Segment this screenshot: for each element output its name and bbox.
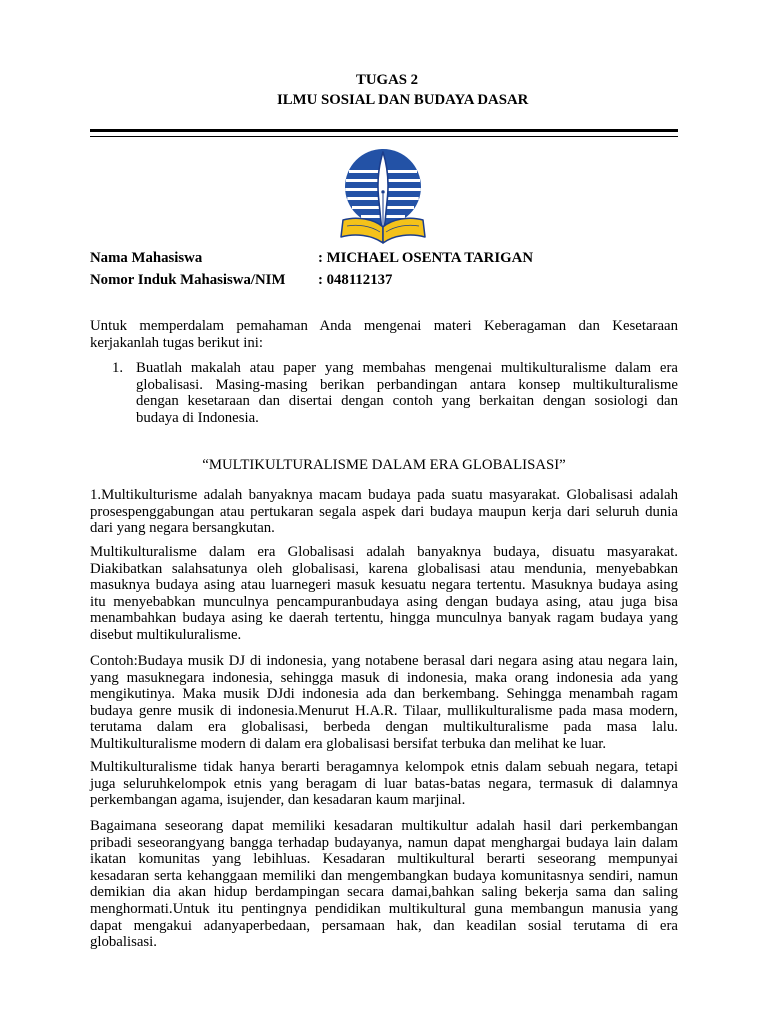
text-line: masuknya budaya asing atau luarnegeri masuk kesuatu negara tertentu. Masuknya budaya asing xyxy=(90,577,678,594)
essay-paragraph xyxy=(90,759,678,809)
text-line: dengan kesetaraan dan disertai dengan contoh yang berkaitan dengan sosiologi dan xyxy=(136,393,678,410)
task-text xyxy=(136,360,678,426)
student-name-row xyxy=(90,250,678,267)
text-line: disebut multikuluralisme. xyxy=(90,626,242,643)
text-line: budaya genre musik di indonesia.Menurut H.A.R. Tilaar, mullikulturalisme pada masa modern, xyxy=(90,702,678,719)
student-nim-value: : 048112137 xyxy=(318,272,393,288)
text-line: kerjakanlah tugas berikut ini: xyxy=(90,334,263,351)
text-line: Bagaimana seseorang dapat memiliki kesadaran multikultur adalah hasil dari perkembangan xyxy=(90,818,678,834)
text-line: mengikutinya. Maka musik DJdi indonesia ada dan berkembang. Sehingga menambah ragam xyxy=(90,686,678,703)
essay-title: “MULTIKULTURALISME DALAM ERA GLOBALISASI” xyxy=(202,457,566,473)
text-line: menghormati.Untuk itu pentingnya pendidikan multikultural guna membangun manusia yang xyxy=(90,900,678,917)
text-line: kesadaran serta kehanggaan memiliki dan mengembangkan budaya komunitasnya sendiri, namun xyxy=(90,867,678,884)
course-title: ILMU SOSIAL DAN BUDAYA DASAR xyxy=(277,92,529,108)
header-divider-thin xyxy=(90,136,678,137)
text-line: yang masuknegara indonesia, sehingga masuk di indonesia, maka orang indonesia ada yang xyxy=(90,669,678,686)
text-line: 1.Multikulturisme adalah banyaknya macam budaya pada suatu masyarakat. Globalisasi adalah xyxy=(90,487,678,503)
student-nim-row xyxy=(90,272,678,289)
text-line: pribadi seseorangyang bangga terhadap budayanya, namun dapat menghargai budaya lain dalam xyxy=(90,834,678,851)
essay-paragraph xyxy=(90,487,678,537)
text-line: Multikulturalisme tidak hanya berarti beragamnya kelompok etnis dalam sebuah negara, tetapi xyxy=(90,759,678,775)
essay-paragraph xyxy=(90,653,678,753)
text-line: Buatlah makalah atau paper yang membahas mengenai multikulturalisme dalam era xyxy=(136,360,678,376)
assignment-title: TUGAS 2 xyxy=(356,72,419,88)
student-nim-label: Nomor Induk Mahasiswa/NIM xyxy=(90,272,286,288)
text-line: budaya di Indonesia. xyxy=(136,409,259,426)
text-line: demikian dia akan hidup berdampingan secara damai,bahkan saling bekerja sama dan saling xyxy=(90,884,678,901)
student-name-value: : MICHAEL OSENTA TARIGAN xyxy=(318,250,534,266)
universitas-terbuka-logo-icon xyxy=(338,147,428,245)
text-line: Diakibatkan salahsatunya oleh globalisasi, karena globalisasi atau mendunia, menyebabkan xyxy=(90,560,678,577)
text-line: Untuk memperdalam pemahaman Anda mengenai materi Keberagaman dan Kesetaraan xyxy=(90,318,678,334)
text-line: perkembangan agama, isujender, dan kesadaran kaum marjinal. xyxy=(90,792,466,809)
text-line: juga seluruhkelompok etnis yang beragam di luar batas-batas negara, termasuk di dalamnya xyxy=(90,775,678,792)
essay-paragraph xyxy=(90,544,678,644)
text-line: dari yang negara bersangkutan. xyxy=(90,520,275,537)
text-line: Multikulturalisme modern di dalam era globalisasi bersifat terbuka dan melihat ke luar. xyxy=(90,735,607,752)
task-number: 1. xyxy=(112,360,124,376)
text-line: prosespenggabungan atau pertukaran segala aspek dari budaya maupun kerja dari seluruh dunia xyxy=(90,503,678,520)
header-divider-thick xyxy=(90,129,678,132)
text-line: Multikulturalisme dalam era Globalisasi adalah banyaknya budaya, disuatu masyarakat. xyxy=(90,544,678,560)
text-line: dapat mengakui adanyaperbedaan, persamaan hak, dan keadilan sosial terutama di era xyxy=(90,917,678,934)
instructions-intro xyxy=(90,318,678,351)
text-line: Contoh:Budaya musik DJ di indonesia, yang notabene berasal dari negara asing atau negara lain, xyxy=(90,653,678,669)
text-line: ikatan komunitas yang lebihluas. Kesadaran multikultural berarti seseorang mempunyai xyxy=(90,851,678,868)
student-name-label: Nama Mahasiswa xyxy=(90,250,203,266)
text-line: terutama dalam era globalisasi, berbeda dengan multikulturalisme pada masa lalu. xyxy=(90,719,678,736)
text-line: globalisasi. Masing-masing berikan perbandingan antara konsep multikulturalisme xyxy=(136,376,678,393)
text-line: menambahkan budaya asing ke daerah tertentu, hingga munculnya banyak ragam budaya yang xyxy=(90,610,678,627)
text-line: itu menyebabkan munculnya pencampuranbudaya asing dengan budaya asing, atau juga bisa xyxy=(90,593,678,610)
text-line: globalisasi. xyxy=(90,934,157,951)
essay-paragraph xyxy=(90,818,678,951)
